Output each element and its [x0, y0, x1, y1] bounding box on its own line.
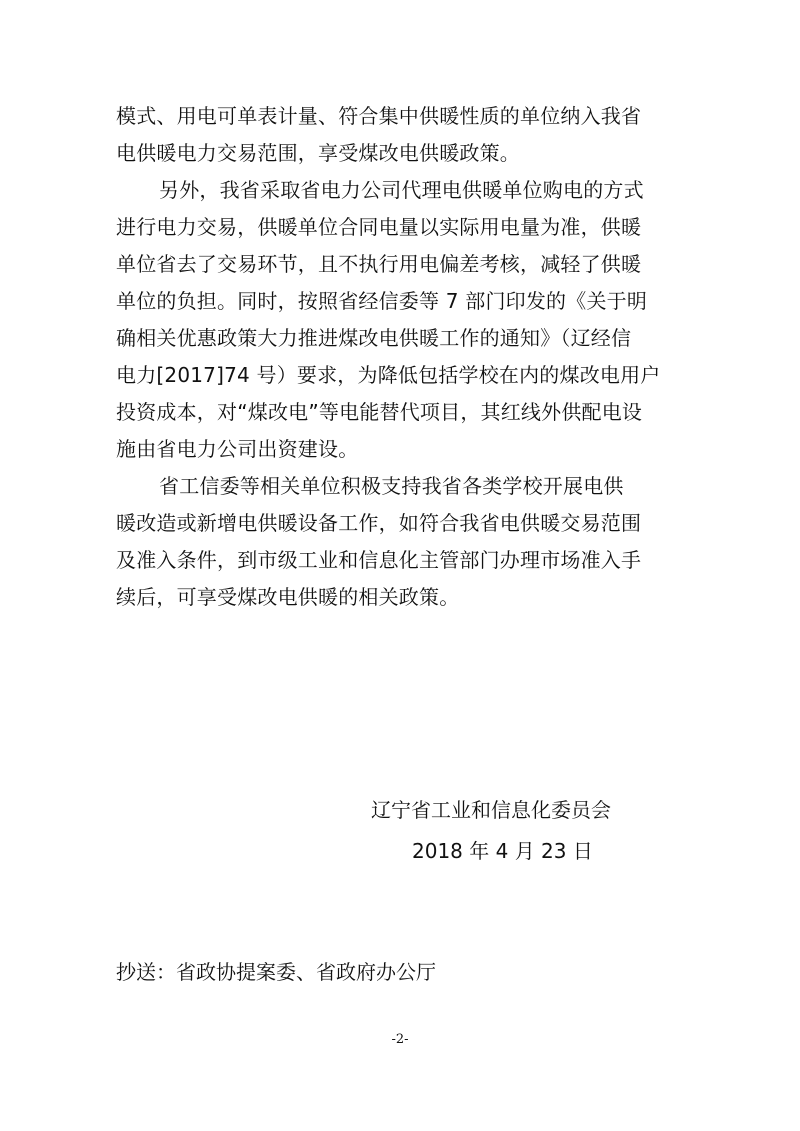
signature-organization: 辽宁省工业和信息化委员会	[371, 798, 611, 822]
paragraph-1-line-1: 模式、用电可单表计量、符合集中供暖性质的单位纳入我省	[116, 104, 642, 128]
paragraph-2-line-4: 单位的负担。同时，按照省经信委等 7 部门印发的《关于明	[116, 289, 648, 313]
paragraph-2-line-2: 进行电力交易，供暖单位合同电量以实际用电量为准，供暖	[116, 215, 642, 239]
paragraph-2	[116, 172, 682, 468]
paragraph-2-line-5: 确相关优惠政策大力推进煤改电供暖工作的通知》（辽经信	[116, 326, 632, 350]
paragraph-2-line-6: 电力[2017]74 号）要求，为降低包括学校在内的煤改电用户	[116, 363, 661, 387]
paragraph-2-line-3: 单位省去了交易环节，且不执行用电偏差考核，减轻了供暖	[116, 252, 642, 276]
paragraph-2-line-1: 另外，我省采取省电力公司代理电供暖单位购电的方式	[159, 178, 644, 202]
paragraph-2-line-8: 施由省电力公司出资建设。	[116, 437, 359, 461]
paragraph-3-line-2: 暖改造或新增电供暖设备工作，如符合我省电供暖交易范围	[116, 511, 642, 535]
paragraph-3	[116, 468, 682, 616]
paragraph-3-line-1: 省工信委等相关单位积极支持我省各类学校开展电供	[159, 474, 624, 498]
paragraph-1-line-2: 电供暖电力交易范围，享受煤改电供暖政策。	[116, 141, 520, 165]
page-number: -2-	[391, 1032, 409, 1047]
paragraph-3-line-4: 续后，可享受煤改电供暖的相关政策。	[116, 585, 460, 609]
paragraph-2-line-7: 投资成本，对“煤改电”等电能替代项目，其红线外供配电设	[116, 400, 643, 424]
document-body	[116, 98, 682, 616]
signature-date: 2018 年 4 月 23 日	[412, 839, 593, 863]
cc-recipients: 抄送：省政协提案委、省政府办公厅	[116, 960, 436, 984]
paragraph-3-line-3: 及准入条件，到市级工业和信息化主管部门办理市场准入手	[116, 548, 642, 572]
paragraph-1	[116, 98, 682, 172]
